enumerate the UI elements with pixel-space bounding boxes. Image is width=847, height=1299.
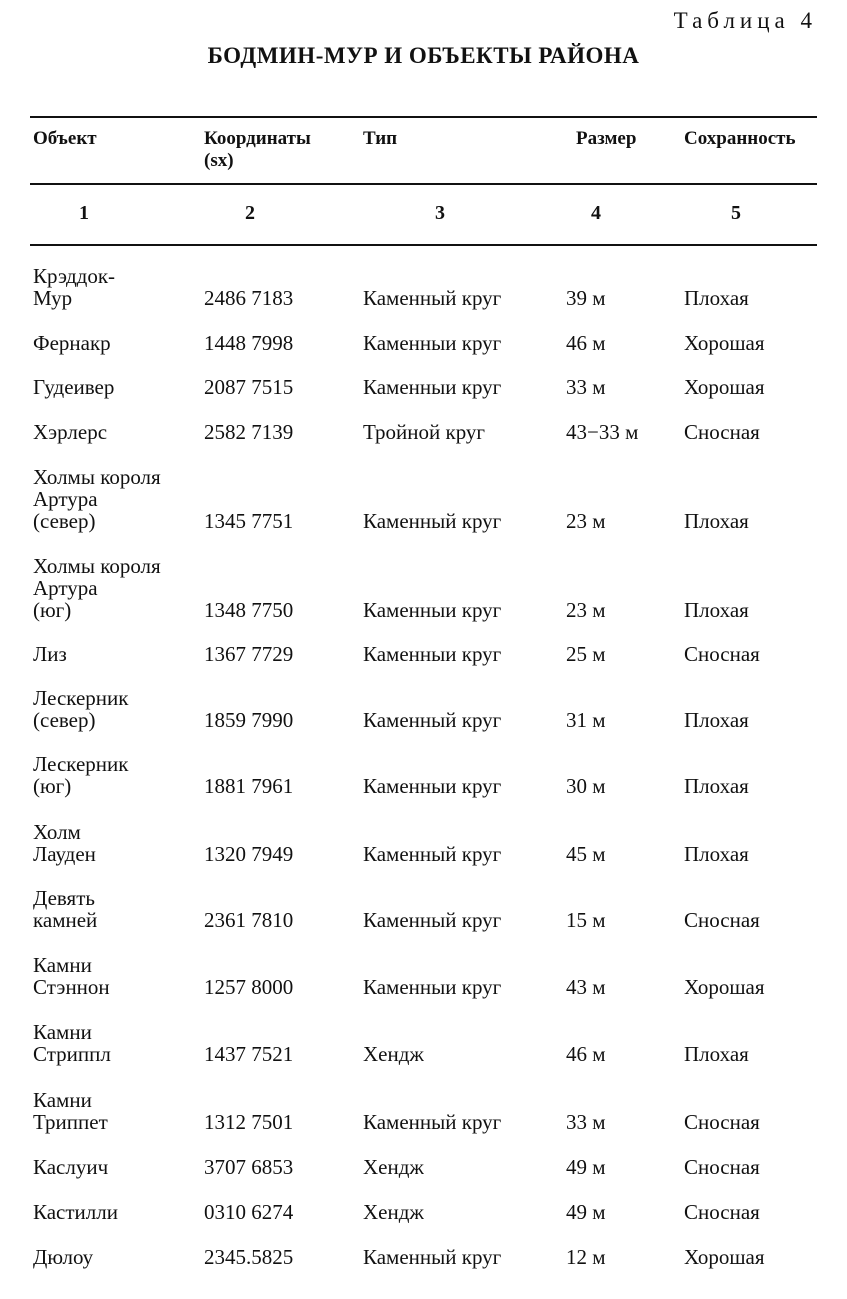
table-row-object <box>33 954 110 998</box>
table-row-object <box>33 687 128 731</box>
table-title: БОДМИН-МУР И ОБЪЕКТЫ РАЙОНА <box>207 43 640 68</box>
object-name-line: Стриппл <box>33 1042 111 1066</box>
table-row-size: 49 м <box>566 1200 606 1224</box>
table-row-size: 15 м <box>566 908 606 932</box>
table-row-preservation: Хорошая <box>684 975 765 999</box>
table-row-object <box>33 555 161 621</box>
object-name-line: (север) <box>33 509 96 533</box>
table-row-preservation: Хорошая <box>684 331 765 355</box>
table-row-preservation: Плохая <box>684 774 749 798</box>
table-row-coordinates: 2361 7810 <box>204 908 294 932</box>
table-row-preservation: Сносная <box>684 908 760 932</box>
top-rule <box>30 116 817 118</box>
table-row-type: Каменный круг <box>363 842 502 866</box>
table-row-type: Каменныи круг <box>363 331 502 355</box>
object-name-line: Триппет <box>33 1110 108 1134</box>
table-row-preservation: Плохая <box>684 842 749 866</box>
table-row-type: Каменныи круг <box>363 642 502 666</box>
table-row-coordinates: 1859 7990 <box>204 708 294 732</box>
table-row-preservation: Сносная <box>684 642 760 666</box>
table-row-object <box>33 1156 108 1178</box>
object-name-line: Стэннон <box>33 975 110 999</box>
object-name-line: Холмы короля <box>33 465 161 489</box>
table-row-coordinates: 1257 8000 <box>204 975 294 999</box>
table-row-size: 49 м <box>566 1155 606 1179</box>
header-coordinates-line2: (sx) <box>204 150 234 171</box>
table-row-type: Каменныи круг <box>363 774 502 798</box>
table-row-preservation: Плохая <box>684 1042 749 1066</box>
table-row-type: Каменный круг <box>363 1110 502 1134</box>
table-row-size: 23 м <box>566 509 606 533</box>
table-row-type: Хендж <box>363 1155 424 1179</box>
table-row-size: 33 м <box>566 375 606 399</box>
table-row-coordinates: 1437 7521 <box>204 1042 294 1066</box>
table-row-type: Каменный круг <box>363 908 502 932</box>
table-row-size: 33 м <box>566 1110 606 1134</box>
table-row-coordinates: 3707 6853 <box>204 1155 294 1179</box>
table-row-type: Хендж <box>363 1200 424 1224</box>
object-name-line: (север) <box>33 708 96 732</box>
table-row-coordinates: 1320 7949 <box>204 842 294 866</box>
numbers-rule <box>30 244 817 246</box>
table-row-coordinates: 2087 7515 <box>204 375 294 399</box>
table-row-object <box>33 1246 93 1268</box>
table-row-object <box>33 1089 108 1133</box>
table-label: Таблица 4 <box>673 8 817 33</box>
table-row-object <box>33 466 161 532</box>
table-row-type: Каменныи круг <box>363 598 502 622</box>
table-row-size: 46 м <box>566 1042 606 1066</box>
header-coordinates <box>204 128 311 172</box>
table-row-size: 31 м <box>566 708 606 732</box>
object-name-line: Гудеивер <box>33 375 115 399</box>
table-row-object <box>33 376 114 398</box>
table-row-preservation: Хорошая <box>684 375 765 399</box>
object-name-line: Хэрлерс <box>33 420 108 444</box>
object-name-line: Кастилли <box>33 1200 118 1224</box>
column-number-5: 5 <box>731 202 741 224</box>
table-row-coordinates: 1312 7501 <box>204 1110 294 1134</box>
table-row-coordinates: 2486 7183 <box>204 286 294 310</box>
table-row-object <box>33 821 96 865</box>
object-name-line: Крэддок- <box>33 264 116 288</box>
object-name-line: Камни <box>33 1020 92 1044</box>
table-row-coordinates: 1345 7751 <box>204 509 294 533</box>
table-row-coordinates: 1881 7961 <box>204 774 294 798</box>
column-number-4: 4 <box>591 202 601 224</box>
table-row-type: Каменный круг <box>363 708 502 732</box>
header-size: Размер <box>576 128 637 149</box>
table-row-preservation: Хорошая <box>684 1245 765 1269</box>
table-row-size: 30 м <box>566 774 606 798</box>
table-row-size: 46 м <box>566 331 606 355</box>
object-name-line: Мур <box>33 286 73 310</box>
object-name-line: (юг) <box>33 774 72 798</box>
table-row-coordinates: 1448 7998 <box>204 331 294 355</box>
object-name-line: Лауден <box>33 842 96 866</box>
table-row-type: Каменныи круг <box>363 375 502 399</box>
table-row-preservation: Сносная <box>684 1110 760 1134</box>
object-name-line: камней <box>33 908 98 932</box>
object-name-line: Лескерник <box>33 752 129 776</box>
object-name-line: Девять <box>33 886 95 910</box>
table-row-object <box>33 332 111 354</box>
table-row-object <box>33 753 128 797</box>
table-row-size: 43−33 м <box>566 420 639 444</box>
table-row-object <box>33 887 97 931</box>
header-object: Объект <box>33 128 97 149</box>
object-name-line: Холмы короля <box>33 554 161 578</box>
table-row-coordinates: 0310 6274 <box>204 1200 294 1224</box>
table-row-preservation: Плохая <box>684 286 749 310</box>
column-number-3: 3 <box>435 202 445 224</box>
table-row-type: Каменныи круг <box>363 975 502 999</box>
object-name-line: Холм <box>33 820 81 844</box>
object-name-line: Камни <box>33 953 92 977</box>
table-row-size: 23 м <box>566 598 606 622</box>
table-row-size: 39 м <box>566 286 606 310</box>
table-row-object <box>33 421 107 443</box>
table-row-preservation: Сносная <box>684 1200 760 1224</box>
header-rule <box>30 183 817 185</box>
table-row-preservation: Сносная <box>684 420 760 444</box>
object-name-line: Лиз <box>33 642 67 666</box>
object-name-line: (юг) <box>33 598 72 622</box>
object-name-line: Артура <box>33 487 98 511</box>
object-name-line: Камни <box>33 1088 92 1112</box>
table-row-type: Каменный круг <box>363 286 502 310</box>
table-row-type: Каменный круг <box>363 1245 502 1269</box>
object-name-line: Фернакр <box>33 331 111 355</box>
header-coordinates-line1: Координаты <box>204 128 311 149</box>
table-row-coordinates: 1348 7750 <box>204 598 294 622</box>
table-row-coordinates: 1367 7729 <box>204 642 294 666</box>
table-row-size: 12 м <box>566 1245 606 1269</box>
object-name-line: Лескерник <box>33 686 129 710</box>
table-row-size: 25 м <box>566 642 606 666</box>
table-row-coordinates: 2582 7139 <box>204 420 294 444</box>
table-row-object <box>33 643 67 665</box>
object-name-line: Артура <box>33 576 98 600</box>
header-preservation: Сохранность <box>684 128 796 149</box>
header-type: Тип <box>363 128 398 149</box>
table-row-size: 45 м <box>566 842 606 866</box>
table-row-size: 43 м <box>566 975 606 999</box>
table-row-coordinates: 2345.5825 <box>204 1245 294 1269</box>
column-number-2: 2 <box>245 202 255 224</box>
table-row-preservation: Плохая <box>684 708 749 732</box>
object-name-line: Каслуич <box>33 1155 109 1179</box>
table-row-preservation: Плохая <box>684 598 749 622</box>
table-row-type: Хендж <box>363 1042 424 1066</box>
table-row-type: Тройной круг <box>363 420 486 444</box>
column-number-1: 1 <box>79 202 89 224</box>
table-row-type: Каменный круг <box>363 509 502 533</box>
object-name-line: Дюлоу <box>33 1245 94 1269</box>
table-row-object <box>33 1021 111 1065</box>
table-row-preservation: Сносная <box>684 1155 760 1179</box>
table-row-preservation: Плохая <box>684 509 749 533</box>
table-row-object <box>33 1201 118 1223</box>
table-row-object <box>33 265 115 309</box>
